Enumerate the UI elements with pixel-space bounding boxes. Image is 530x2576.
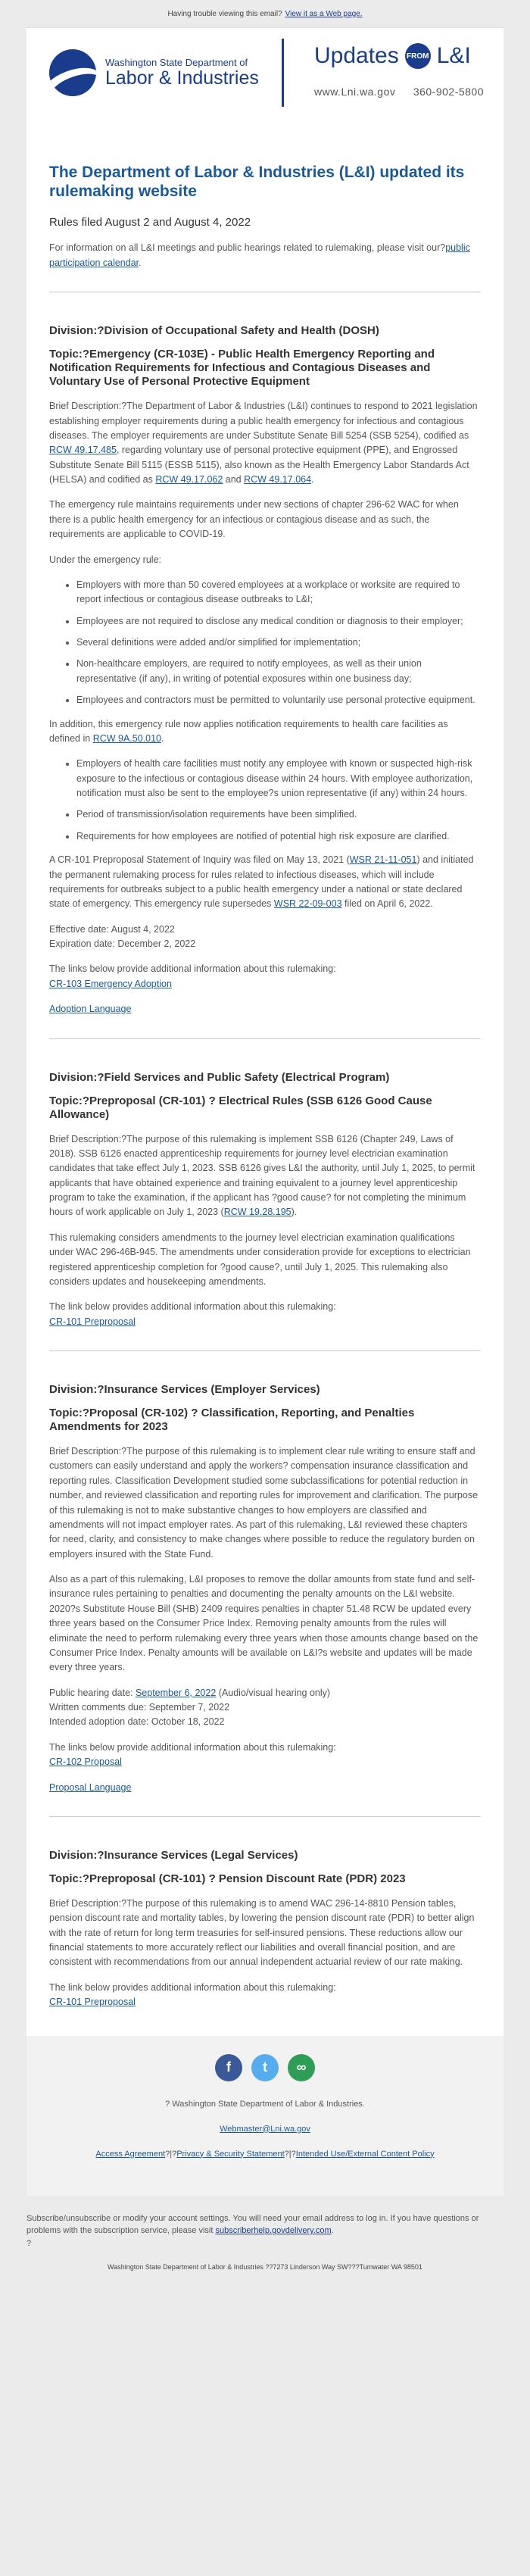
wsr-link[interactable]: WSR 21-11-051 — [349, 854, 417, 866]
header — [26, 27, 504, 117]
access-agreement-link[interactable]: Access Agreement — [95, 2149, 166, 2159]
mailing-address: Washington State Department of Labor & Industries ??7273 Linderson Way SW???Tumwater WA 98501 — [108, 2263, 422, 2272]
list-item: • Requirements for how employees are notified of potential high risk exposure are clarified. — [76, 829, 481, 844]
links-block: The link below provides additional information about this rulemaking: CR-101 Preproposal — [49, 1301, 336, 1327]
topic-heading: Topic:?Preproposal (CR-101) ? Electrical Rules (SSB 6126 Good Cause Allowance) — [49, 1094, 432, 1121]
paragraph: Also as a part of this rulemaking, L&I proposes to remove the dollar amounts from state fund and self-insurance rules pertaining to penalties and documenting the penalty amounts on the L&I website. 2020?s Substitute House Bill (SHB) 2409 requires penalties in chapter 51.48 RCW be updated every three years based on the Consumer Price Index. Removing penalty amounts from the rules will eliminate the need to perform rulemaking every three years when those amounts change based on the Consumer Price Index. Penalty amounts will be available on L&I?s website and updates will be made every three years. — [49, 1574, 479, 1673]
link-icon[interactable]: ∞ — [288, 2054, 315, 2081]
list-item: • Period of transmission/isolation requirements have been simplified. — [76, 807, 481, 822]
email-body — [26, 27, 504, 2196]
dates — [49, 923, 481, 952]
cr102-proposal-link[interactable]: CR-102 Proposal — [49, 1756, 122, 1768]
list-item: • Employers of health care facilities must notify any employee with known or suspected high-risk exposure to the infectious or contagious disease within 24 hours. With employee authorization, notification must also be sent to the employee?s union representative (if any) within 24 hours. — [76, 757, 481, 801]
requirements-list — [49, 578, 481, 708]
social-links — [26, 2054, 504, 2081]
section-dosh — [49, 324, 481, 1016]
footer-links: Access Agreement?|?Privacy & Security Statement?|?Intended Use/External Content Policy — [95, 2149, 435, 2159]
list-item: • Non-healthcare employers, are required to notify employees, as well as their union representative (if any), in writing of potential exposures within one business day; — [76, 657, 481, 686]
division-heading: Division:?Field Services and Public Safety (Electrical Program) — [49, 1070, 390, 1084]
divider — [49, 1350, 481, 1351]
proposal-language-link[interactable]: Proposal Language — [49, 1781, 132, 1793]
subscription-notice: Subscribe/unsubscribe or modify your account settings. You will need your email address to log in. If you have questions or problems with the subscription service, please visit subscriberhelp.govdelivery.com. ? — [26, 2213, 479, 2248]
list-item: • Employers with more than 50 covered employees at a workplace or worksite are required to report infectious or contagious disease outbreaks to L&I; — [76, 578, 481, 607]
list-item: • Employees and contractors must be permitted to voluntarily use personal protective equipment. — [76, 693, 481, 707]
topic-heading: Topic:?Proposal (CR-102) ? Classification, Reporting, and Penalties Amendments for 2023 — [49, 1407, 415, 1433]
rcw-link[interactable]: RCW 49.17.064 — [244, 474, 312, 485]
wsr-link[interactable]: WSR 22-09-003 — [273, 898, 342, 910]
intended-use-link[interactable]: Intended Use/External Content Policy — [295, 2149, 435, 2159]
cr101-preproposal-link[interactable]: CR-101 Preproposal — [49, 1997, 136, 2008]
copyright: ? Washington State Department of Labor & Industries. — [165, 2099, 365, 2109]
lni-logo-mark-icon — [49, 49, 96, 96]
cr103-emergency-adoption-link[interactable]: CR-103 Emergency Adoption — [49, 978, 172, 989]
privacy-statement-link[interactable]: Privacy & Security Statement — [176, 2149, 285, 2159]
links-block — [49, 1781, 481, 1795]
twitter-icon[interactable]: t — [251, 2054, 279, 2081]
rcw-link[interactable]: RCW 9A.50.010 — [92, 732, 162, 744]
brief-description: Brief Description:?The purpose of this rulemaking is to implement clear rule writing to ensure staff and customers can easily understand and apply the workers? compensation insurance classification and reporting rules. Classification Development studied some subclassifications for potential reduction in number, and reviewed classification and reporting rules for improvement and clarification. The purpose of this rulemaking is not to make substantive changes to how employers are classified and amendments will not impact employer rates. As part of this rulemaking, L&I reviewed these chapters for need, clarity, and consistency to make changes where possible to reduce the regulatory burden on employers insured with the State Fund. — [49, 1446, 479, 1560]
section-employer-services — [49, 1383, 481, 1795]
cr101-preproposal-link[interactable]: CR-101 Preproposal — [49, 1316, 136, 1327]
rcw-link[interactable]: RCW 49.17.485 — [49, 445, 117, 456]
updates-banner — [284, 28, 504, 117]
paragraph: The emergency rule maintains requirements under new sections of chapter 296-62 WAC for when there is a public health emergency for an infectious or contagious disease and as such, the requirements are applicable to COVID-19. — [49, 499, 459, 540]
brief-description: Brief Description:?The purpose of this rulemaking is implement SSB 6126 (Chapter 249, Laws of 2018). SSB 6126 enacted apprenticeship requirements for journey level electrician examination candidates that take effect July 1, 2023. SSB 6126 gives L&I the authority, until July 1, 2025, to permit applicants that have obtained experience and training equivalent to a journey level apprenticeship program to take the examination, if the applicant has ?good cause? for not completing the minimum hours of work applicable on July 1, 2023 (RCW 19.28.195). — [49, 1133, 475, 1218]
divider — [49, 1038, 481, 1039]
main-content — [26, 117, 504, 2036]
marker-text: ? — [26, 2238, 32, 2248]
health-care-list — [49, 757, 481, 844]
links-block — [49, 1002, 481, 1016]
rules-filed: Rules filed August 2 and August 4, 2022 — [49, 216, 251, 229]
topic-heading: Topic:?Preproposal (CR-101) ? Pension Discount Rate (PDR) 2023 — [49, 1872, 406, 1885]
topic-heading: Topic:?Emergency (CR-103E) - Public Health Emergency Reporting and Notification Requirements for Infectious and Contagious Diseases and Voluntary Use of Personal Protective Equipment — [49, 348, 435, 389]
logo-big-text: Labor & Industries — [105, 67, 259, 89]
paragraph: A CR-101 Preproposal Statement of Inquiry was filed on May 13, 2021 (WSR 21-11-051) and initiated the permanent rulemaking process for rules related to infectious diseases, which will include requirements for outbreaks subject to a public health emergency under a national or state declared state of emergency. This emergency rule supersedes WSR 22-09-003 filed on April 6, 2022. — [49, 854, 474, 910]
links-block: The links below provide additional information about this rulemaking: CR-102 Proposal — [49, 1741, 336, 1768]
subscriber-help-link[interactable]: subscriberhelp.govdelivery.com — [215, 2226, 332, 2236]
adoption-language-link[interactable]: Adoption Language — [49, 1004, 132, 1015]
top-notice-text: Having trouble viewing this email? — [167, 9, 282, 18]
links-block: The link below provides additional information about this rulemaking: CR-101 Preproposal — [49, 1981, 336, 2008]
rcw-link[interactable]: RCW 49.17.062 — [155, 474, 223, 485]
dates: Public hearing date: September 6, 2022 (Audio/visual hearing only) Written comments due: September 7, 2022 Intended adoption date: October 18, 2022 — [49, 1687, 331, 1728]
website-text: www.Lni.wa.gov — [314, 86, 396, 98]
web-page-link[interactable]: View it as a Web page. — [285, 9, 363, 18]
hearing-date-link[interactable]: September 6, 2022 — [135, 1687, 217, 1698]
expiration-date: Expiration date: December 2, 2022 — [49, 938, 196, 949]
public-participation-calendar-link[interactable]: public participation calendar — [49, 242, 470, 268]
division-heading: Division:?Division of Occupational Safety and Health (DOSH) — [49, 324, 379, 338]
logo-small-text: Washington State Department of — [105, 57, 248, 69]
division-heading: Division:?Insurance Services (Employer Services) — [49, 1383, 320, 1396]
links-block: The links below provide additional information about this rulemaking: CR-103 Emergency Adoption — [49, 963, 336, 989]
from-badge: FROM — [405, 43, 431, 69]
facebook-icon[interactable]: f — [215, 2054, 242, 2081]
list-item: • Several definitions were added and/or simplified for implementation; — [76, 635, 481, 650]
lni-word: L&I — [436, 43, 471, 68]
list-item: • Employees are not required to disclose any medical condition or diagnosis to their employer; — [76, 614, 481, 629]
page-title: The Department of Labor & Industries (L&I) updated its rulemaking website — [49, 164, 465, 201]
effective-date: Effective date: August 4, 2022 — [49, 923, 175, 935]
lni-logo[interactable] — [26, 39, 284, 107]
paragraph: Under the emergency rule: — [49, 554, 161, 565]
divider — [49, 1816, 481, 1817]
updates-word: Updates — [314, 43, 399, 68]
section-electrical — [49, 1071, 481, 1330]
paragraph: This rulemaking considers amendments to the journey level electrician examination qualifications under WAC 296-46B-945. The amendments under consideration provide for exceptions to electrician registered apprenticeship completion for ?good cause?, until July 1, 2025. This rulemaking also considers updates and housekeeping amendments. — [49, 1232, 471, 1287]
top-notice — [0, 0, 530, 27]
phone-text: 360-902-5800 — [413, 86, 484, 98]
section-legal-services — [49, 1849, 481, 2010]
intro-paragraph: For information on all L&I meetings and public hearings related to rulemaking, please visit our?public participation calendar. — [49, 242, 470, 268]
division-heading: Division:?Insurance Services (Legal Services) — [49, 1848, 298, 1862]
brief-description: Brief Description:?The purpose of this rulemaking is to amend WAC 296-14-8810 Pension tables, pension discount rate and mortality tables, by lowering the pension discount rate (PDR) to better align with the rate of return for long term treasuries for self-insured pensions. These reductions allow our financial statements to more accurately reflect our liabilities and overall financial position, and are consistent with recommendations from our annual independent actuarial review of our rate making. — [49, 1897, 475, 1968]
brief-description: Brief Description:?The Department of Labor & Industries (L&I) continues to respond to 2021 legislation establishing employer requirements during a public health emergency for infectious and contagious diseases. The employer requirements are under Substitute Senate Bill 5254 (SSB 5254), codified as RCW 49.17.485, regarding voluntary use of personal protective equipment (PPE), and Engrossed Substitute Senate Bill 5115 (ESSB 5115), also known as the Health Emergency Labor Standards Act (HELSA) and codified as RCW 49.17.062 and RCW 49.17.064. — [49, 401, 478, 485]
footer — [26, 2036, 504, 2196]
paragraph: In addition, this emergency rule now applies notification requirements to health care facilities as defined in RCW 9A.50.010. — [49, 718, 448, 744]
webmaster-email-link[interactable]: Webmaster@Lni.wa.gov — [220, 2124, 310, 2134]
rcw-link[interactable]: RCW 19.28.195 — [223, 1207, 292, 1218]
